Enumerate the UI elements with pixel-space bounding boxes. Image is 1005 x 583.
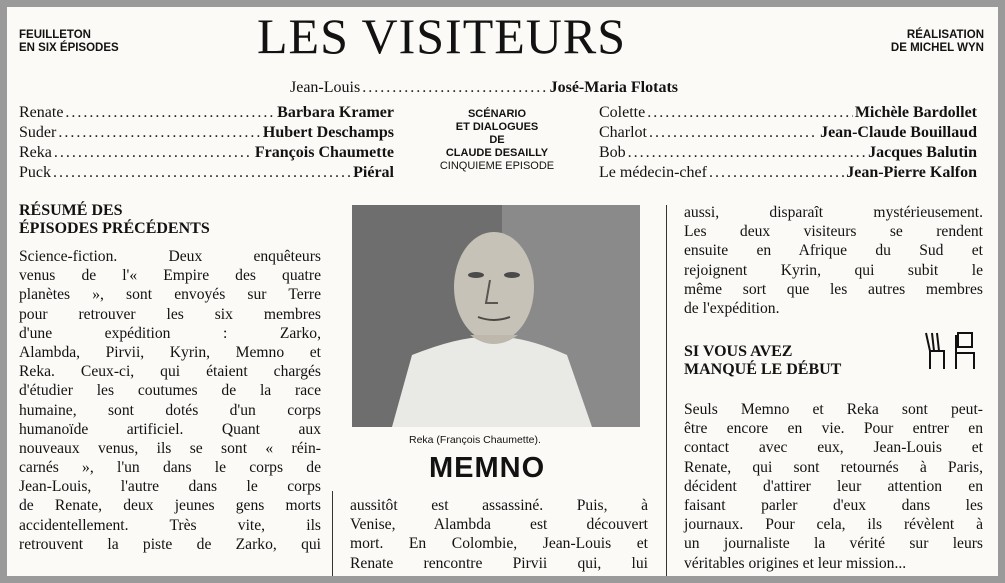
text-line: Science-fiction. Deux enquêteurs: [19, 248, 321, 265]
text-line: venus de l'« Empire des quatre: [19, 267, 321, 285]
text-line: mort. En Colombie, Jean-Louis et: [350, 535, 648, 553]
director-label: [891, 29, 984, 55]
cast-role: Jean-Louis: [290, 79, 361, 96]
text-line: journaux. Pour cela, ils révèlent à: [684, 516, 983, 534]
dot-leader: [65, 103, 275, 122]
portrait-photo: [352, 205, 640, 427]
cast-role: Charlot: [599, 124, 647, 141]
cast-actor: Jacques Balutin: [868, 144, 977, 161]
text-line: Venise, Alambda est découvert: [350, 516, 648, 534]
text-line: faisant parler d'eux dans les: [684, 496, 983, 514]
text-line: rejoignent Kyrin, qui subit le: [684, 261, 983, 279]
text-line: d'une expédition : Zarko,: [19, 324, 321, 342]
cast-actor: François Chaumette: [254, 144, 394, 161]
text-line: décident d'attirer leur attention en: [684, 477, 983, 495]
credit-line4: CLAUDE DESAILLY: [445, 147, 549, 159]
episode-label: CINQUIEME EPISODE: [439, 160, 555, 172]
summary-continued-text: [684, 203, 983, 318]
cast-role: Puck: [19, 164, 51, 181]
summary-heading-line2: ÉPISODES PRÉCÉDENTS: [19, 220, 210, 237]
text-line: carnés », l'un dans le corps de: [19, 459, 321, 477]
cast-actor: Hubert Deschamps: [262, 124, 394, 141]
chairs-icon: [922, 329, 982, 378]
page-title: LES VISITEURS: [257, 8, 627, 64]
text-line: d'étudier les coutumes de la race: [19, 382, 321, 400]
cast-role: Colette: [599, 104, 646, 121]
cast-actor: Jean-Pierre Kalfon: [846, 164, 977, 181]
text-line: même sort que les autres membres: [684, 280, 983, 298]
portrait-image: [352, 205, 640, 427]
series-label-line2: EN SIX ÉPISODES: [19, 42, 119, 54]
cast-row-top: [290, 78, 678, 97]
dot-leader: [58, 123, 261, 142]
text-line: Alambda, Pirvii, Kyrin, Memno et: [19, 343, 321, 361]
magazine-page: [7, 7, 998, 576]
series-label-line1: FEUILLETON: [19, 29, 91, 41]
text-line: ensuite en Afrique du Sud et: [684, 242, 983, 260]
column-divider: [332, 491, 333, 576]
writer-credit: [407, 108, 587, 173]
summary-text: [19, 247, 321, 554]
dot-leader: [54, 143, 253, 162]
dot-leader: [53, 163, 351, 182]
recap-heading-line2: MANQUÉ LE DÉBUT: [684, 361, 842, 378]
cast-role: Bob: [599, 144, 626, 161]
cast-actor: Jean-Claude Bouillaud: [820, 124, 977, 141]
cast-actor: Piéral: [353, 164, 394, 181]
series-label: [19, 29, 119, 55]
cast-role: Renate: [19, 104, 64, 121]
summary-heading-line1: RÉSUMÉ DES: [19, 202, 123, 219]
text-line: nouveaux venus, ils se sont « réin-: [19, 439, 321, 457]
dot-leader: [709, 163, 844, 182]
dot-leader: [649, 123, 818, 142]
cast-role: Reka: [19, 144, 52, 161]
text-line: un journaliste la vérité sur leurs: [684, 535, 983, 553]
director-label-line1: RÉALISATION: [906, 29, 984, 41]
article-text: [350, 496, 648, 573]
dot-leader: [362, 78, 547, 97]
cast-row-left-2: [19, 123, 394, 142]
text-line: humanoïde artificiel. Quant aux: [19, 420, 321, 438]
cast-row-right-1: [599, 103, 977, 122]
recap-heading: [684, 343, 841, 379]
text-line: Les deux visiteurs se rendent: [684, 223, 983, 241]
text-line: de l'expédition.: [684, 299, 780, 317]
photo-caption: Reka (François Chaumette).: [409, 434, 541, 446]
text-line: planètes », sont envoyés sur Terre: [19, 286, 321, 304]
cast-actor: José-Maria Flotats: [549, 79, 678, 96]
cast-row-left-3: [19, 143, 394, 162]
text-line: retrouvent la piste de Zarko, qui: [19, 535, 321, 553]
cast-row-right-3: [599, 143, 977, 162]
summary-heading: [19, 202, 210, 238]
text-line: Renate, qui sont retournés à Paris,: [684, 458, 983, 476]
cast-row-left-4: [19, 163, 394, 182]
text-line: aussitôt est assassiné. Puis, à: [350, 497, 648, 514]
cast-actor: Michèle Bardollet: [854, 104, 977, 121]
text-line: accidentellement. Très vite, ils: [19, 516, 321, 534]
credit-line1: SCÉNARIO: [467, 108, 527, 120]
text-line: pour retrouver les six membres: [19, 305, 321, 323]
text-line: Jean-Louis, l'autre dans le corps: [19, 478, 321, 496]
dot-leader: [628, 143, 866, 162]
text-line: aussi, disparaît mystérieusement.: [684, 204, 983, 221]
text-line: humaine, sont dotés d'un corps: [19, 401, 321, 419]
dot-leader: [647, 103, 853, 122]
director-label-line2: DE MICHEL WYN: [890, 42, 984, 54]
text-line: Seuls Memno et Reka sont peut-: [684, 401, 983, 418]
text-line: véritables origines et leur mission...: [684, 554, 907, 572]
cast-row-left-1: [19, 103, 394, 122]
recap-text: [684, 400, 983, 573]
text-line: Renate rencontre Pirvii qui, lui: [350, 554, 648, 572]
recap-heading-line1: SI VOUS AVEZ: [684, 343, 793, 360]
text-line: de Renate, deux jeunes gens morts: [19, 497, 321, 515]
cast-role: Suder: [19, 124, 57, 141]
credit-line2: ET DIALOGUES: [455, 121, 539, 133]
text-line: être encore en vie. Pour entrer en: [684, 420, 983, 438]
text-line: Reka. Ceux-ci, qui étaient chargés: [19, 363, 321, 381]
article-title: MEMNO: [429, 452, 546, 484]
cast-row-right-2: [599, 123, 977, 142]
credit-line3: DE: [489, 134, 505, 146]
cast-row-right-4: [599, 163, 977, 182]
column-divider: [666, 205, 667, 576]
text-line: contact avec eux, Jean-Louis et: [684, 439, 983, 457]
cast-actor: Barbara Kramer: [277, 104, 394, 121]
cast-role: Le médecin-chef: [599, 164, 707, 181]
